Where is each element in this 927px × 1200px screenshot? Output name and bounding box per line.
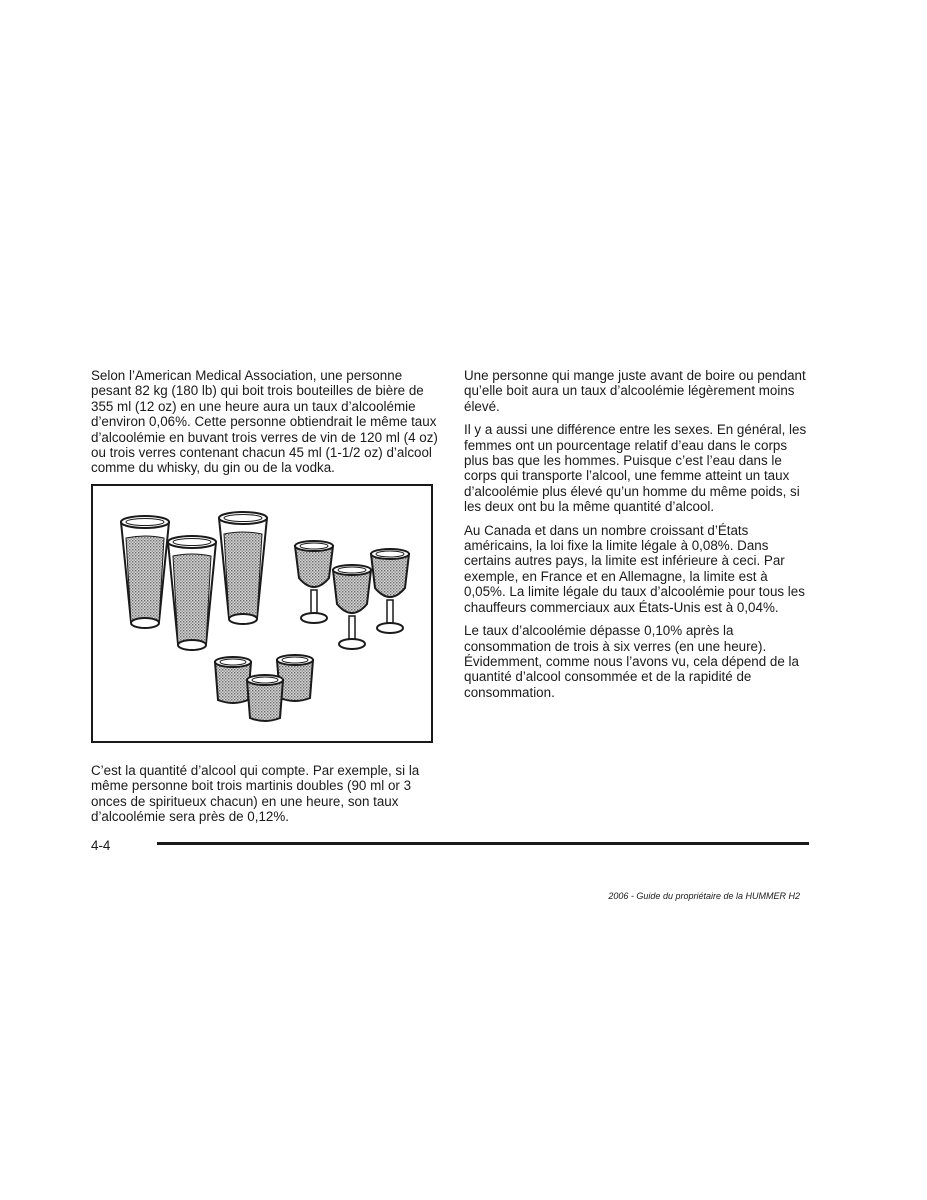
paragraph-food: Une personne qui mange juste avant de boire ou pendant qu’elle boit aura un taux d’alcoolémie légèrement moins élevé.: [464, 368, 806, 414]
shot-glass-1: [215, 657, 251, 703]
paragraph-sex-difference: Il y a aussi une différence entre les sexes. En général, les femmes ont un pourcentage relatif d’eau dans le corps plus bas que les hommes. Puisque c’est l’eau dans le corps qui transporte l’alcool, une femme atteint un taux d’alcoolémie plus élevé qu’un homme du même poids, si les deux ont bu la même quantité d’alcool.: [464, 422, 807, 515]
page-number: 4-4: [91, 838, 111, 853]
wine-glass-2: [333, 565, 371, 649]
left-column-bottom: [91, 763, 439, 825]
paragraph-threshold: Le taux d’alcoolémie dépasse 0,10% après la consommation de trois à six verres (en une heure). Évidemment, comme nous l’avons vu, cela dépend de la quantité d’alcool consommée et de la rapidité de consommation.: [464, 623, 799, 700]
beer-glass-3: [219, 512, 267, 624]
right-column: [464, 368, 812, 700]
paragraph-legal-limits: Au Canada et dans un nombre croissant d’États américains, la loi fixe la limite légale à 0,08%. Dans certains autres pays, la limite est inférieure à ceci. Par exemple, en France et en Allemagne, la limite est à 0,05%. La limite légale du taux d’alcoolémie pour tous les chauffeurs commerciaux aux États-Unis est à 0,04%.: [464, 522, 805, 615]
paragraph-bmi-example: Selon l’American Medical Association, une personne pesant 82 kg (180 lb) qui boit trois bouteilles de bière de 355 ml (12 oz) en une heure aura un taux d’alcoolémie d’environ 0,06%. Cette personne obtiendrait le même taux d’alcoolémie en buvant trois verres de vin de 120 ml (4 oz) ou trois verres contenant chacun 45 ml (1-1/2 oz) d’alcool comme du whisky, du gin ou de la vodka.: [91, 368, 438, 476]
footer-rule: [157, 842, 809, 845]
beer-glass-2: [168, 536, 216, 650]
beer-glass-1: [121, 516, 169, 628]
shot-glass-3: [247, 675, 283, 721]
drinks-illustration: [91, 484, 433, 743]
wine-glass-3: [371, 549, 409, 633]
left-column-top: [91, 368, 439, 476]
wine-glass-1: [295, 541, 333, 623]
footer-title: 2006 - Guide du propriétaire de la HUMMER H2: [608, 891, 800, 901]
paragraph-martini-example: C’est la quantité d’alcool qui compte. Par exemple, si la même personne boit trois martinis doubles (90 ml or 3 onces de spiritueux chacun) en une heure, son taux d’alcoolémie sera près de 0,12%.: [91, 763, 420, 825]
